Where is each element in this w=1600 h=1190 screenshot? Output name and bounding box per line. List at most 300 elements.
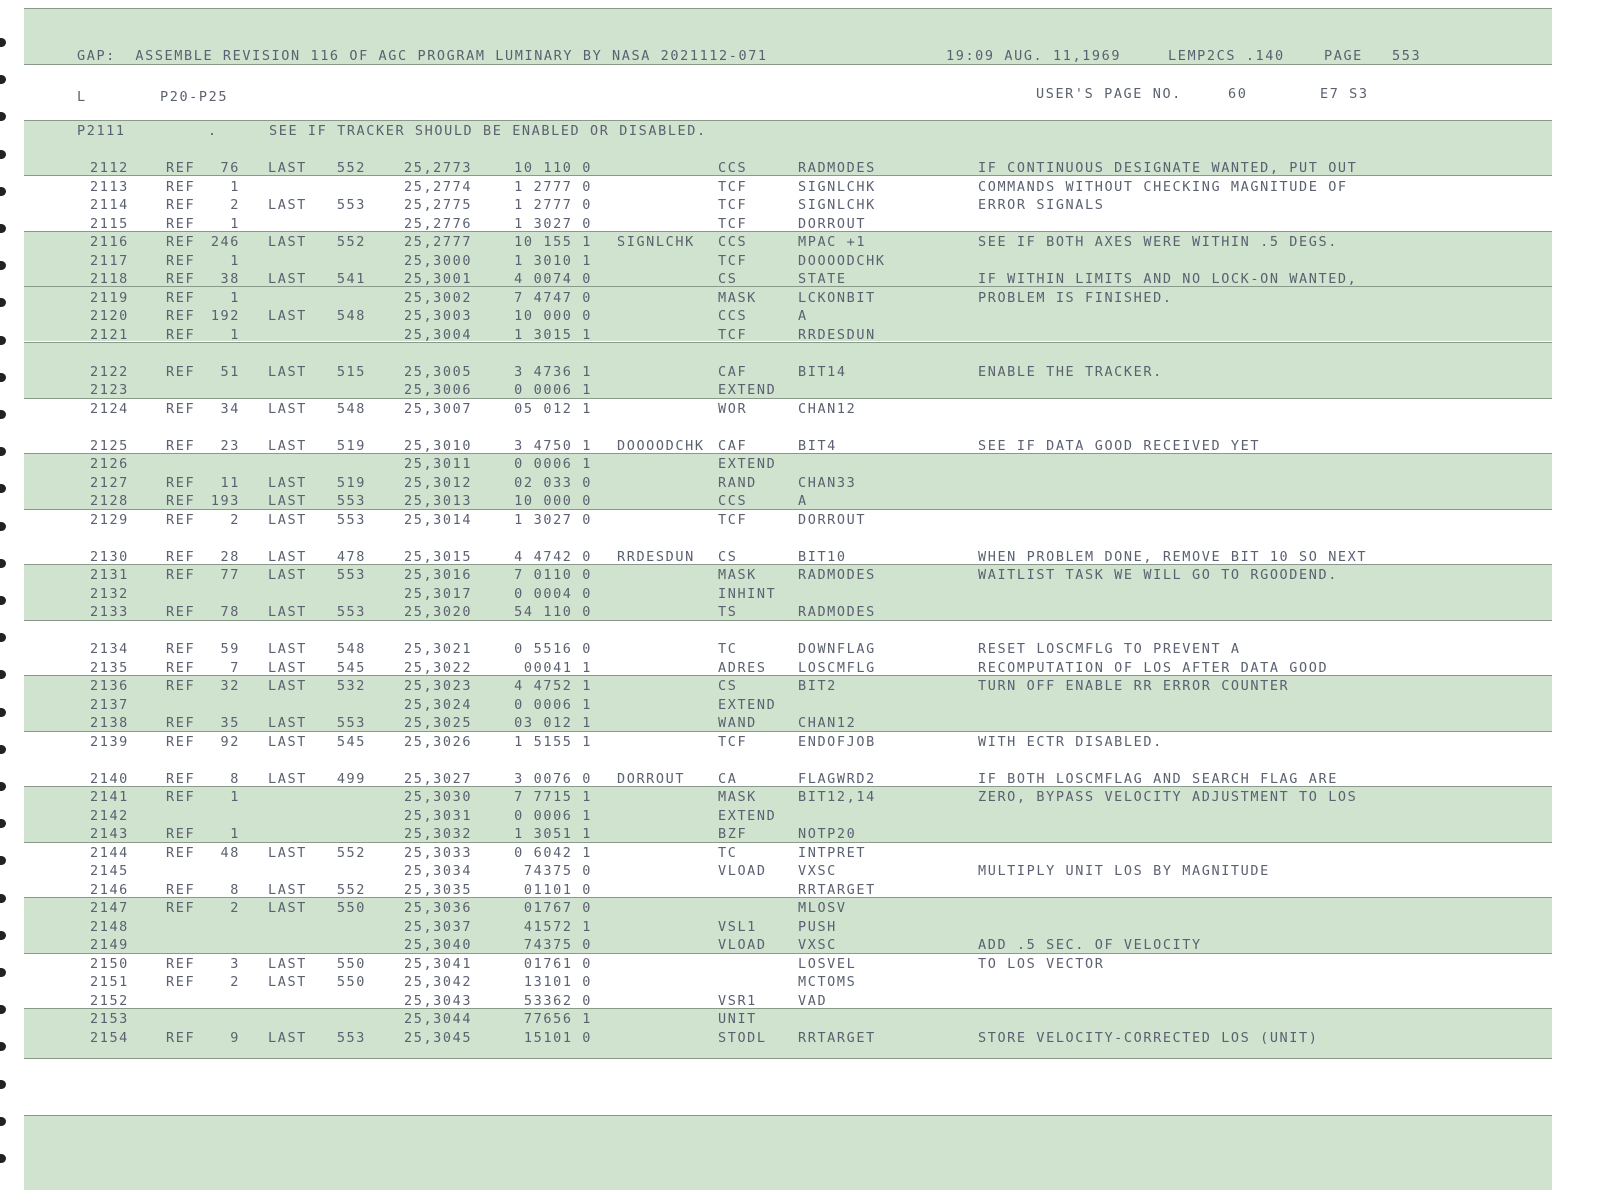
octal-code: 1 2777 0 (514, 178, 592, 195)
comment-dot: . (208, 123, 218, 139)
octal-code: 1 3010 1 (514, 252, 592, 269)
page-label: PAGE (1324, 48, 1363, 64)
ref-marker: REF (166, 844, 196, 861)
opcode: VSR1 (718, 992, 757, 1009)
listing-row (0, 566, 1600, 585)
opcode: CS (718, 548, 738, 565)
last-page: 553 (336, 715, 366, 731)
tractor-hole (0, 112, 6, 121)
tractor-hole (0, 150, 6, 159)
ref-count: 192 (210, 308, 240, 324)
address: 25,3011 (404, 456, 473, 472)
ref-marker: REF (166, 548, 196, 565)
ref-marker: REF (166, 900, 196, 916)
listing-row (0, 659, 1600, 678)
octal-code: 1 3051 1 (514, 826, 592, 842)
listing-row (0, 825, 1600, 844)
listing-row (0, 437, 1600, 456)
opcode: CA (718, 770, 738, 787)
comment: WHEN PROBLEM DONE, REMOVE BIT 10 SO NEXT (978, 548, 1368, 565)
address: 25,3024 (404, 696, 473, 713)
band-rule (24, 120, 1552, 121)
users-page-number: 60 (1228, 86, 1248, 102)
last-page: 519 (336, 474, 366, 491)
opcode: TCF (718, 733, 748, 750)
line-number: 2141 (90, 789, 129, 805)
address: 25,3025 (404, 715, 473, 731)
address: 25,2777 (404, 234, 473, 250)
ref-count: 35 (220, 715, 240, 731)
ref-marker: REF (166, 363, 196, 380)
comment: COMMANDS WITHOUT CHECKING MAGNITUDE OF (978, 178, 1348, 195)
ref-count: 76 (220, 160, 240, 176)
octal-code: 7 4747 0 (514, 289, 592, 306)
ref-count: 8 (230, 881, 240, 898)
last-marker: LAST (268, 493, 307, 509)
operand: FLAGWRD2 (798, 770, 876, 787)
operand: BIT12,14 (798, 789, 876, 805)
ref-marker: REF (166, 955, 196, 972)
opcode: VLOAD (718, 937, 767, 953)
octal-code: 74375 0 (523, 863, 592, 879)
last-page: 548 (336, 400, 366, 417)
ref-marker: REF (166, 567, 196, 583)
octal-code: 1 3027 0 (514, 511, 592, 528)
listing-row (0, 492, 1600, 511)
assembly-title: GAP: ASSEMBLE REVISION 116 OF AGC PROGRAM LUMINARY BY NASA 2021112-071 (77, 48, 768, 64)
octal-code: 03 012 1 (514, 715, 592, 731)
listing-row (0, 770, 1600, 789)
listing-row (0, 899, 1600, 918)
opcode: CAF (718, 437, 748, 454)
listing-row (0, 455, 1600, 474)
ref-marker: REF (166, 678, 196, 694)
operand: SIGNLCHK (798, 178, 876, 195)
last-page: 553 (336, 1029, 366, 1046)
comment: ENABLE THE TRACKER. (978, 363, 1163, 380)
ref-count: 9 (230, 1029, 240, 1046)
operand: ENDOFJOB (798, 733, 876, 750)
octal-code: 10 000 0 (514, 493, 592, 509)
address: 25,2774 (404, 178, 473, 195)
band-rule (24, 1058, 1552, 1059)
operand: LOSVEL (798, 955, 857, 972)
listing-row (0, 677, 1600, 696)
comment: PROBLEM IS FINISHED. (978, 289, 1173, 306)
ref-count: 1 (230, 826, 240, 842)
listing-row (0, 400, 1600, 419)
comment-tag: P2111 (77, 123, 126, 139)
octal-code: 0 0006 1 (514, 807, 592, 824)
octal-code: 0 0006 1 (514, 696, 592, 713)
listing-row (0, 363, 1600, 382)
opcode: CS (718, 271, 738, 287)
operand: CHAN12 (798, 715, 857, 731)
listing-row (0, 807, 1600, 826)
last-marker: LAST (268, 1029, 307, 1046)
listing-row (0, 714, 1600, 733)
octal-code: 53362 0 (523, 992, 592, 1009)
octal-code: 0 5516 0 (514, 641, 592, 657)
last-marker: LAST (268, 308, 307, 324)
last-page: 553 (336, 604, 366, 620)
line-number: 2129 (90, 511, 129, 528)
ref-count: 48 (220, 844, 240, 861)
comment: WITH ECTR DISABLED. (978, 733, 1163, 750)
octal-code: 10 000 0 (514, 308, 592, 324)
opcode: ADRES (718, 659, 767, 676)
octal-code: 0 6042 1 (514, 844, 592, 861)
last-marker: LAST (268, 160, 307, 176)
address: 25,3004 (404, 326, 473, 343)
ref-marker: REF (166, 234, 196, 250)
address: 25,3014 (404, 511, 473, 528)
line-number: 2126 (90, 456, 129, 472)
opcode: UNIT (718, 1011, 757, 1027)
address: 25,3012 (404, 474, 473, 491)
address: 25,3026 (404, 733, 473, 750)
address: 25,3000 (404, 252, 473, 269)
tractor-hole (0, 38, 6, 47)
line-number: 2125 (90, 437, 129, 454)
last-page: 545 (336, 659, 366, 676)
last-page: 499 (336, 770, 366, 787)
operand: PUSH (798, 918, 837, 935)
line-number: 2146 (90, 881, 129, 898)
ref-marker: REF (166, 437, 196, 454)
octal-code: 1 5155 1 (514, 733, 592, 750)
last-page: 478 (336, 548, 366, 565)
listing-row (0, 1029, 1600, 1048)
opcode: TC (718, 844, 738, 861)
octal-code: 05 012 1 (514, 400, 592, 417)
address: 25,3015 (404, 548, 473, 565)
opcode: CCS (718, 160, 748, 176)
last-marker: LAST (268, 659, 307, 676)
listing-row (0, 196, 1600, 215)
line-number: 2122 (90, 363, 129, 380)
address: 25,3034 (404, 863, 473, 879)
users-page-label: USER'S PAGE NO. (1036, 86, 1182, 102)
ref-count: 11 (220, 474, 240, 491)
operand: BIT14 (798, 363, 847, 380)
octal-code: 7 0110 0 (514, 567, 592, 583)
line-number: 2112 (90, 160, 129, 176)
line-number: 2113 (90, 178, 129, 195)
comment: TO LOS VECTOR (978, 955, 1105, 972)
octal-code: 4 4752 1 (514, 678, 592, 694)
tractor-hole (0, 1080, 6, 1089)
last-marker: LAST (268, 234, 307, 250)
address: 25,3033 (404, 844, 473, 861)
operand: VXSC (798, 937, 837, 953)
line-number: 2142 (90, 807, 129, 824)
listing-row (0, 881, 1600, 900)
listing-row (0, 862, 1600, 881)
operand: BIT10 (798, 548, 847, 565)
opcode: TCF (718, 252, 748, 269)
line-number: 2120 (90, 308, 129, 324)
comment: IF WITHIN LIMITS AND NO LOCK-ON WANTED, (978, 271, 1358, 287)
ref-count: 23 (220, 437, 240, 454)
ref-marker: REF (166, 197, 196, 213)
listing-row (0, 252, 1600, 271)
last-page: 550 (336, 974, 366, 990)
operand: DORROUT (798, 215, 867, 232)
operand: RADMODES (798, 604, 876, 620)
comment-text: SEE IF TRACKER SHOULD BE ENABLED OR DISABLED. (269, 123, 707, 139)
ref-count: 1 (230, 215, 240, 232)
line-number: 2152 (90, 992, 129, 1009)
comment: ZERO, BYPASS VELOCITY ADJUSTMENT TO LOS (978, 789, 1358, 805)
octal-code: 01101 0 (523, 881, 592, 898)
ref-count: 7 (230, 659, 240, 676)
comment: MULTIPLY UNIT LOS BY MAGNITUDE (978, 863, 1270, 879)
address: 25,3020 (404, 604, 473, 620)
operand: DORROUT (798, 511, 867, 528)
line-number: 2115 (90, 215, 129, 232)
address: 25,3003 (404, 308, 473, 324)
ref-count: 34 (220, 400, 240, 417)
last-page: 553 (336, 493, 366, 509)
octal-code: 3 0076 0 (514, 770, 592, 787)
line-number: 2148 (90, 918, 129, 935)
octal-code: 1 3015 1 (514, 326, 592, 343)
listing-row (0, 381, 1600, 400)
octal-code: 41572 1 (523, 918, 592, 935)
comment: IF BOTH LOSCMFLAG AND SEARCH FLAG ARE (978, 770, 1338, 787)
octal-code: 3 4736 1 (514, 363, 592, 380)
address: 25,3036 (404, 900, 473, 916)
address: 25,3041 (404, 955, 473, 972)
line-number: 2133 (90, 604, 129, 620)
address: 25,3030 (404, 789, 473, 805)
address: 25,3007 (404, 400, 473, 417)
line-number: 2119 (90, 289, 129, 306)
line-number: 2145 (90, 863, 129, 879)
listing-row (0, 603, 1600, 622)
operand: DOOOODCHK (798, 252, 886, 269)
address: 25,3032 (404, 826, 473, 842)
listing-row (0, 215, 1600, 234)
listing-row (0, 270, 1600, 289)
label: DOOOODCHK (617, 437, 705, 454)
opcode: CCS (718, 493, 748, 509)
line-number: 2144 (90, 844, 129, 861)
band-rule (24, 1115, 1552, 1116)
ref-marker: REF (166, 974, 196, 990)
listing-row (0, 511, 1600, 530)
operand: A (798, 493, 808, 509)
address: 25,3005 (404, 363, 473, 380)
last-page: 552 (336, 844, 366, 861)
operand: VXSC (798, 863, 837, 879)
operand: INTPRET (798, 844, 867, 861)
ref-marker: REF (166, 400, 196, 417)
label: RRDESDUN (617, 548, 695, 565)
opcode: WOR (718, 400, 748, 417)
address: 25,3037 (404, 918, 473, 935)
last-marker: LAST (268, 974, 307, 990)
octal-code: 01761 0 (523, 955, 592, 972)
line-number: 2153 (90, 1011, 129, 1027)
line-number: 2149 (90, 937, 129, 953)
comment: ERROR SIGNALS (978, 197, 1105, 213)
ref-count: 8 (230, 770, 240, 787)
last-marker: LAST (268, 844, 307, 861)
listing-row (0, 233, 1600, 252)
listing-row (0, 548, 1600, 567)
line-number: 2151 (90, 974, 129, 990)
last-page: 519 (336, 437, 366, 454)
last-page: 541 (336, 271, 366, 287)
ref-count: 1 (230, 252, 240, 269)
ref-marker: REF (166, 493, 196, 509)
ref-count: 1 (230, 178, 240, 195)
opcode: INHINT (718, 585, 777, 602)
listing-row (0, 159, 1600, 178)
octal-code: 74375 0 (523, 937, 592, 953)
listing-row (0, 733, 1600, 752)
listing-row (0, 936, 1600, 955)
last-marker: LAST (268, 400, 307, 417)
paper-band (24, 1115, 1552, 1190)
last-page: 552 (336, 234, 366, 250)
address: 25,2776 (404, 215, 473, 232)
comment: SEE IF BOTH AXES WERE WITHIN .5 DEGS. (978, 234, 1338, 250)
octal-code: 54 110 0 (514, 604, 592, 620)
ref-count: 1 (230, 326, 240, 343)
address: 25,3001 (404, 271, 473, 287)
ref-count: 92 (220, 733, 240, 750)
ref-count: 38 (220, 271, 240, 287)
last-page: 553 (336, 197, 366, 213)
address: 25,3002 (404, 289, 473, 306)
ref-count: 2 (230, 511, 240, 528)
last-page: 552 (336, 881, 366, 898)
last-page: 550 (336, 955, 366, 972)
opcode: CAF (718, 363, 748, 380)
line-number: 2147 (90, 900, 129, 916)
last-marker: LAST (268, 437, 307, 454)
last-marker: LAST (268, 271, 307, 287)
line-number: 2139 (90, 733, 129, 750)
octal-code: 0 0006 1 (514, 382, 592, 398)
line-number: 2135 (90, 659, 129, 676)
operand: LCKONBIT (798, 289, 876, 306)
opcode: VLOAD (718, 863, 767, 879)
ref-marker: REF (166, 215, 196, 232)
ref-count: 193 (210, 493, 240, 509)
line-number: 2124 (90, 400, 129, 417)
octal-code: 10 110 0 (514, 160, 592, 176)
tractor-hole (0, 75, 6, 84)
address: 25,3043 (404, 992, 473, 1009)
last-marker: LAST (268, 474, 307, 491)
address: 25,3017 (404, 585, 473, 602)
ref-marker: REF (166, 289, 196, 306)
opcode: WAND (718, 715, 757, 731)
listing-row (0, 474, 1600, 493)
line-number: 2143 (90, 826, 129, 842)
ref-marker: REF (166, 160, 196, 176)
operand: MPAC +1 (798, 234, 867, 250)
opcode: TCF (718, 197, 748, 213)
opcode: CCS (718, 234, 748, 250)
operand: A (798, 308, 808, 324)
operand: RADMODES (798, 567, 876, 583)
line-number: 2130 (90, 548, 129, 565)
listing-row (0, 918, 1600, 937)
address: 25,3044 (404, 1011, 473, 1027)
operand: VAD (798, 992, 828, 1009)
ref-count: 1 (230, 789, 240, 805)
last-marker: LAST (268, 678, 307, 694)
ref-marker: REF (166, 826, 196, 842)
last-page: 548 (336, 641, 366, 657)
opcode: RAND (718, 474, 757, 491)
opcode: EXTEND (718, 382, 777, 398)
listing-row (0, 326, 1600, 345)
listing-row (0, 788, 1600, 807)
label: DORROUT (617, 770, 686, 787)
address: 25,3021 (404, 641, 473, 657)
operand: CHAN12 (798, 400, 857, 417)
operand: DOWNFLAG (798, 641, 876, 657)
address: 25,3023 (404, 678, 473, 694)
octal-code: 4 4742 0 (514, 548, 592, 565)
log-section-letter: L (77, 89, 87, 105)
opcode: MASK (718, 289, 757, 306)
ref-marker: REF (166, 271, 196, 287)
tape-id: LEMP2CS .140 (1168, 48, 1285, 64)
address: 25,3022 (404, 659, 473, 676)
operand: RRTARGET (798, 881, 876, 898)
address: 25,3010 (404, 437, 473, 454)
ref-marker: REF (166, 252, 196, 269)
last-marker: LAST (268, 715, 307, 731)
octal-code: 3 4750 1 (514, 437, 592, 454)
ref-count: 2 (230, 197, 240, 213)
line-number: 2128 (90, 493, 129, 509)
line-number: 2114 (90, 197, 129, 213)
ref-marker: REF (166, 308, 196, 324)
line-number: 2127 (90, 474, 129, 491)
last-marker: LAST (268, 567, 307, 583)
line-number: 2131 (90, 567, 129, 583)
ref-marker: REF (166, 733, 196, 750)
opcode: MASK (718, 789, 757, 805)
page-number: 553 (1392, 48, 1422, 64)
ref-count: 78 (220, 604, 240, 620)
octal-code: 7 7715 1 (514, 789, 592, 805)
address: 25,3027 (404, 770, 473, 787)
tractor-hole (0, 1117, 6, 1126)
ref-count: 51 (220, 363, 240, 380)
ref-marker: REF (166, 474, 196, 491)
sheet-code: E7 S3 (1320, 86, 1369, 102)
listing-row (0, 973, 1600, 992)
ref-count: 3 (230, 955, 240, 972)
octal-code: 77656 1 (523, 1011, 592, 1027)
octal-code: 0 0006 1 (514, 456, 592, 472)
operand: NOTP20 (798, 826, 857, 842)
comment: ADD .5 SEC. OF VELOCITY (978, 937, 1202, 953)
operand: MCTOMS (798, 974, 857, 990)
listing-row (0, 696, 1600, 715)
tractor-hole (0, 1154, 6, 1163)
ref-marker: REF (166, 715, 196, 731)
